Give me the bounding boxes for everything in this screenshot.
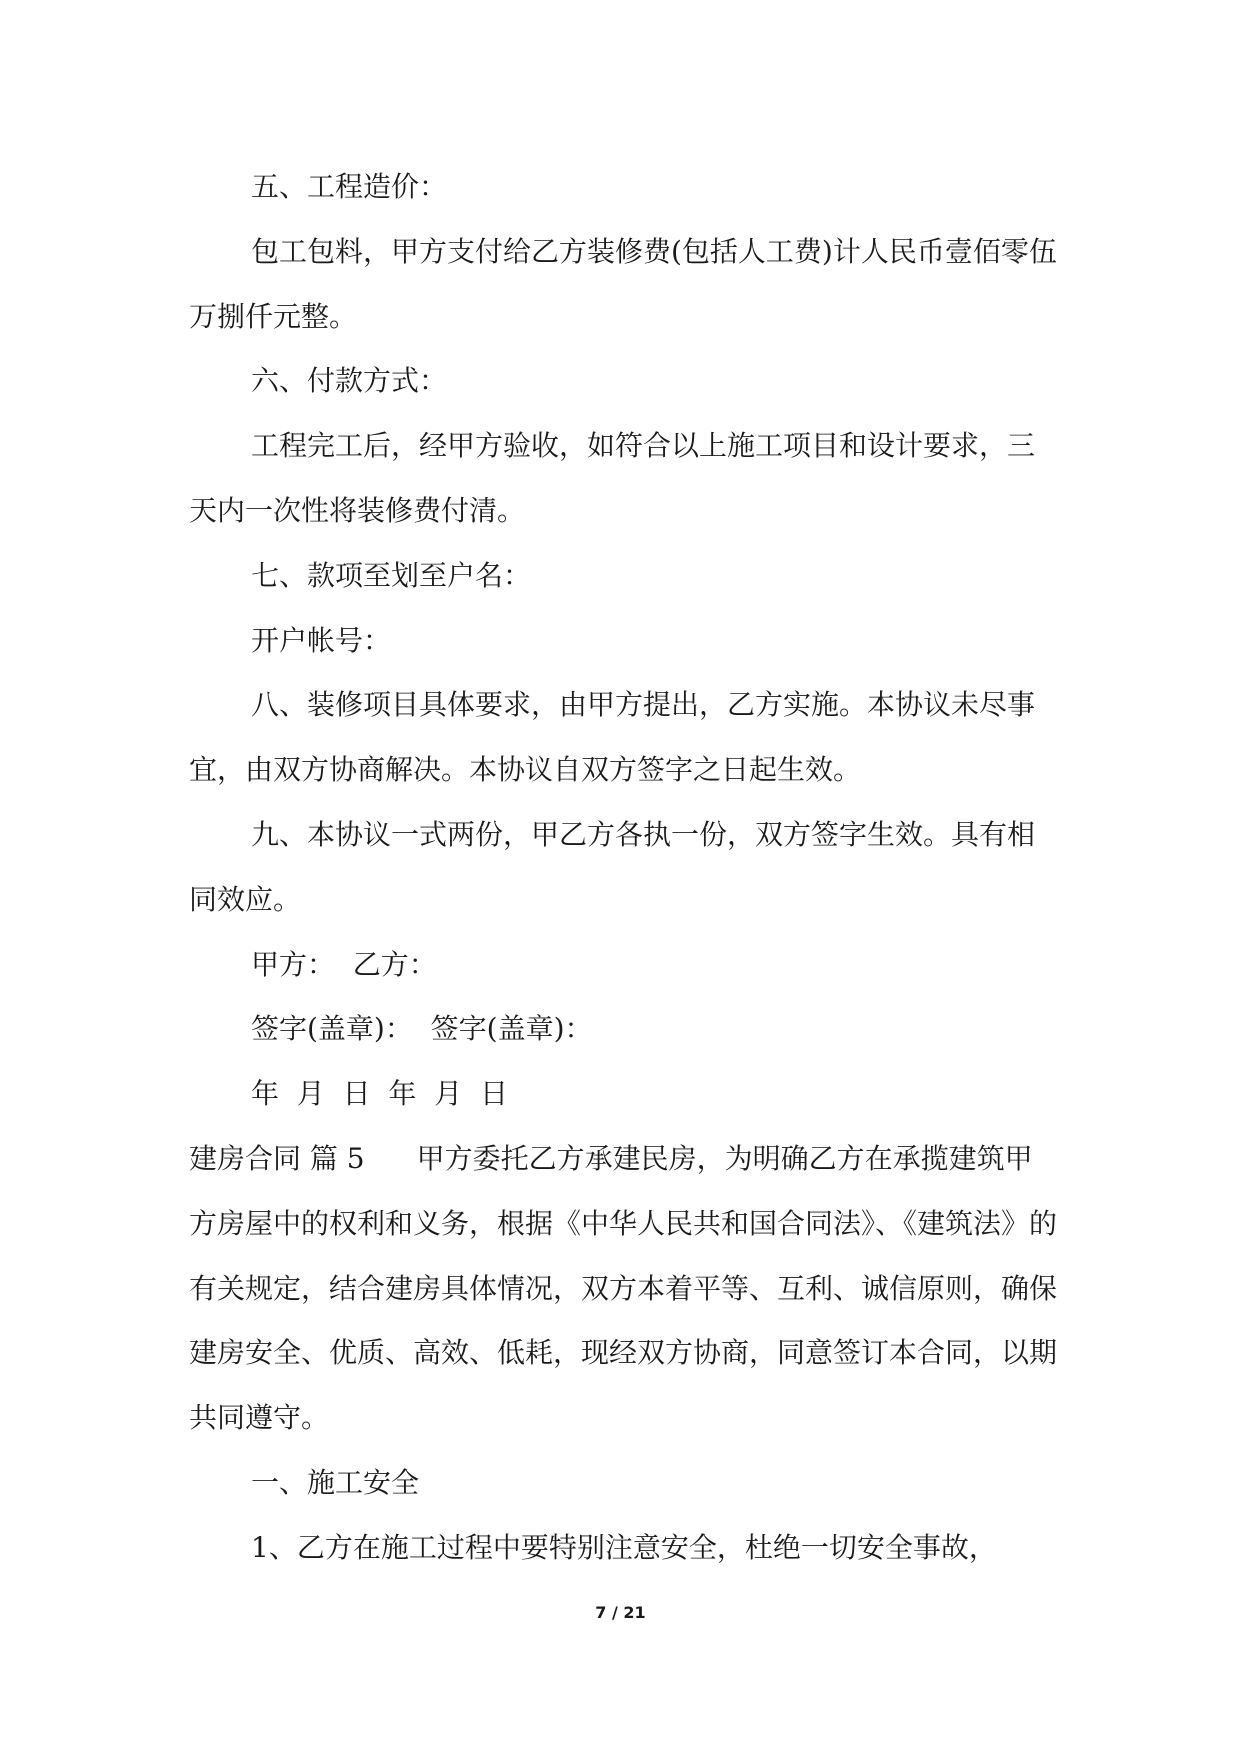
signature-date: 年 月 日 年 月 日 xyxy=(251,1077,509,1111)
paragraph-account-number: 开户帐号： xyxy=(251,623,392,657)
contract-title: 建房合同 篇 5 xyxy=(189,1141,365,1175)
paragraph-payment-detail: 工程完工后，经甲方验收，如符合以上施工项目和设计要求，三天内一次性将装修费付清。 xyxy=(189,429,1036,527)
section-heading-safety: 一、施工安全 xyxy=(251,1465,420,1499)
page-number: 7 / 21 xyxy=(595,1603,646,1622)
signature-seal: 签字(盖章)： 签字(盖章)： xyxy=(251,1012,593,1046)
paragraph-cost-detail: 包工包料，甲方支付给乙方装修费(包括人工费)计人民币壹佰零伍万捌仟元整。 xyxy=(189,234,1057,333)
paragraph-copies: 九、本协议一式两份，甲乙方各执一份，双方签字生效。具有相同效应。 xyxy=(189,817,1036,916)
paragraph-requirements: 八、装修项目具体要求，由甲方提出，乙方实施。本协议未尽事宜，由双方协商解决。本协议自双方签字之日起生效。 xyxy=(189,688,1036,787)
paragraph-safety-1: 1、乙方在施工过程中要特别注意安全，杜绝一切安全事故， xyxy=(251,1530,997,1564)
signature-parties: 甲方： 乙方： xyxy=(251,947,437,981)
contract-section xyxy=(189,1127,1059,1451)
section-heading-account-name: 七、款项至划至户名： xyxy=(251,558,532,592)
section-heading-cost: 五、工程造价： xyxy=(251,170,448,203)
contract-preamble: 甲方委托乙方承建民房，为明确乙方在承揽建筑甲方房屋中的权利和义务，根据《中华人民共和国合同法》、《建筑法》的有关规定，结合建房具体情况，双方本着平等、互利、诚信原则，确保建房安全、优质、高效、低耗，现经双方协商，同意签订本合同，以期共同遵守。 xyxy=(189,1141,1058,1435)
document-body xyxy=(189,155,1059,1581)
section-heading-payment: 六、付款方式： xyxy=(251,364,448,398)
